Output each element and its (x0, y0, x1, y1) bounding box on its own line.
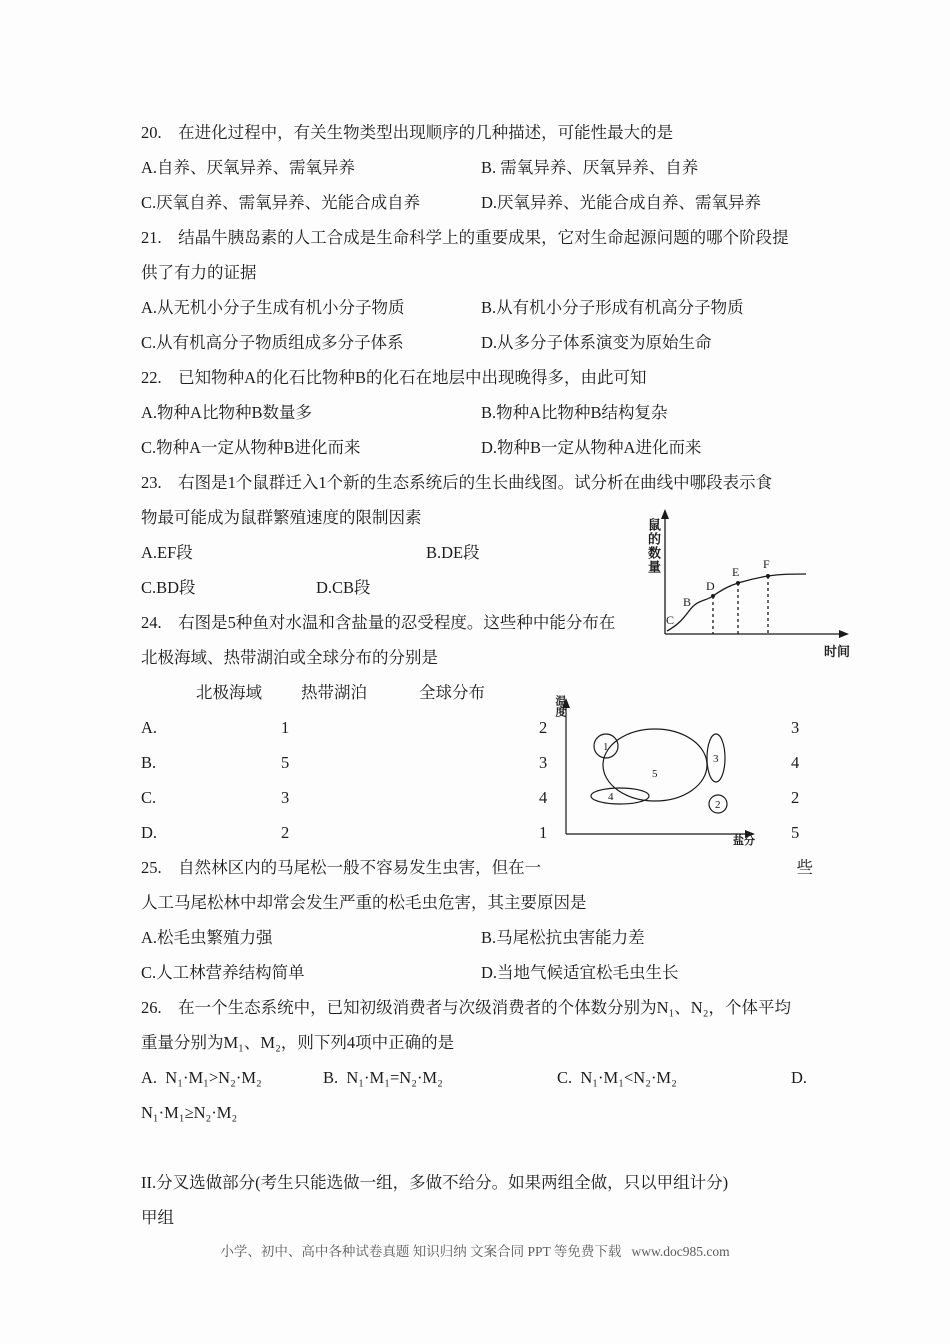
q25-options-ab (141, 920, 813, 955)
q20-option-b: B. 需氧异养、厌氧异养、自养 (481, 158, 699, 177)
q20-options-cd (141, 185, 813, 220)
spacer-line (141, 1130, 813, 1165)
q25-option-a: A.松毛虫繁殖力强 (141, 928, 273, 947)
q24-row-b-col3: 4 (791, 753, 800, 772)
species-5-region (603, 729, 707, 801)
q25-options-cd (141, 955, 813, 990)
q26-stem-line2: 重量分别为M₁、M₂，则下列4项中正确的是 (141, 1033, 455, 1052)
q22-option-a: A.物种A比物种B数量多 (141, 403, 312, 422)
point-label-e: E (732, 565, 740, 579)
q25-option-b: B.马尾松抗虫害能力差 (481, 928, 645, 947)
q21-options-cd (141, 325, 813, 360)
fish-x-axis-label: 盐分 (733, 835, 755, 847)
q24-row-b-col1: 5 (281, 753, 290, 772)
q20-stem: 20. 在进化过程中，有关生物类型出现顺序的几种描述，可能性最大的是 (141, 123, 674, 142)
q23-option-a: A.EF段 (141, 543, 193, 562)
q23-option-d: D.CB段 (316, 578, 371, 597)
q24-stem-line2: 北极海域、热带湖泊或全球分布的分别是 (141, 648, 438, 667)
q22-options-cd (141, 430, 813, 465)
q24-header-tropical: 热带湖泊 (301, 683, 367, 702)
q21-stem-line1: 21. 结晶牛胰岛素的人工合成是生命科学上的重要成果，它对生命起源问题的哪个阶段提 (141, 228, 789, 247)
q25-stem-line1 (141, 850, 813, 885)
species-3-label: 3 (713, 753, 719, 765)
q22-option-b: B.物种A比物种B结构复杂 (481, 403, 668, 422)
section-2-group-a: 甲组 (141, 1208, 174, 1227)
q25-option-c: C.人工林营养结构简单 (141, 963, 305, 982)
q21-option-c: C.从有机高分子物质组成多分子体系 (141, 333, 404, 352)
q23-stem-line2: 物最可能成为鼠群繁殖速度的限制因素 (141, 508, 422, 527)
q26-option-c: C. N₁·M₁<N₂·M₂ (557, 1068, 677, 1087)
q26-option-a: A. N₁·M₁>N₂·M₂ (141, 1068, 262, 1087)
q23-option-b: B.DE段 (426, 543, 480, 562)
q20-option-d: D.厌氧异养、光能合成自养、需氧异养 (481, 193, 762, 212)
q24-stem-line1: 24. 右图是5种鱼对水温和含盐量的忍受程度。这些种中能分布在 (141, 613, 616, 632)
point-d-dot (711, 594, 715, 598)
q24-row-d-col3: 5 (791, 823, 800, 842)
point-label-d: D (706, 579, 715, 593)
q23-option-c: C.BD段 (141, 578, 196, 597)
q24-row-b-letter: B. (141, 753, 157, 772)
point-f-dot (766, 574, 770, 578)
q21-option-b: B.从有机小分子形成有机高分子物质 (481, 298, 744, 317)
growth-curve-figure (640, 506, 852, 664)
q21-option-d: D.从多分子体系演变为原始生命 (481, 333, 712, 352)
q24-row-c-col1: 3 (281, 788, 290, 807)
q26-options (141, 1060, 813, 1095)
q24-row-b-col2: 3 (539, 753, 548, 772)
species-1-label: 1 (603, 741, 609, 753)
q24-header-arctic: 北极海域 (196, 683, 262, 702)
q25-option-d: D.当地气候适宜松毛虫生长 (481, 963, 679, 982)
species-5-label: 5 (652, 768, 658, 780)
q26-option-d-letter: D. (791, 1068, 808, 1087)
q25-stem-line1-left: 25. 自然林区内的马尾松一般不容易发生虫害，但在一 (141, 858, 542, 877)
q24-row-a-col1: 1 (281, 718, 290, 737)
q24-row-c-letter: C. (141, 788, 157, 807)
q24-row-c-col2: 4 (539, 788, 548, 807)
site-footer-watermark: 小学、初中、高中各种试卷真题 知识归纳 文案合同 PPT 等免费下载 www.doc985.com (220, 1244, 730, 1259)
growth-curve-svg (640, 506, 852, 664)
point-label-f: F (763, 557, 770, 571)
q22-option-c: C.物种A一定从物种B进化而来 (141, 438, 361, 457)
q26-option-b: B. N₁·M₁=N₂·M₂ (323, 1068, 443, 1087)
species-4-label: 4 (608, 791, 614, 803)
q21-option-a: A.从无机小分子生成有机小分子物质 (141, 298, 405, 317)
q25-stem-line2: 人工马尾松林中却常会发生严重的松毛虫危害，其主要原因是 (141, 893, 587, 912)
q24-row-d-col2: 1 (539, 823, 548, 842)
q22-option-d: D.物种B一定从物种A进化而来 (481, 438, 702, 457)
q22-stem: 22. 已知物种A的化石比物种B的化石在地层中出现晚得多，由此可知 (141, 368, 647, 387)
point-label-c: C (666, 613, 675, 627)
q24-header-global: 全球分布 (419, 683, 485, 702)
q21-stem-line2: 供了有力的证据 (141, 263, 257, 282)
q24-row-a-letter: A. (141, 718, 158, 737)
q24-row-d-letter: D. (141, 823, 158, 842)
fish-y-axis-label: 温度 (554, 695, 566, 717)
exam-content (141, 115, 813, 1235)
q26-stem-line1: 26. 在一个生态系统中，已知初级消费者与次级消费者的个体数分别为N₁、N₂，个体平均 (141, 998, 791, 1017)
q24-row-d-col1: 2 (281, 823, 290, 842)
q22-options-ab (141, 395, 813, 430)
fish-tolerance-svg (552, 693, 757, 848)
growth-x-axis-label: 时间 (823, 644, 850, 659)
q26-option-d-continuation: N₁·M₁≥N₂·M₂ (141, 1103, 238, 1122)
q24-row-a-col2: 2 (539, 718, 548, 737)
point-label-b: B (683, 595, 692, 609)
growth-y-axis-label: 鼠的数量 (646, 518, 661, 574)
species-4-region (591, 788, 649, 804)
species-2-label: 2 (715, 799, 721, 811)
section-2-title: II.分叉选做部分(考生只能选做一组，多做不给分。如果两组全做，只以甲组计分) (141, 1173, 729, 1192)
q24-row-a-col3: 3 (791, 718, 800, 737)
q20-options-ab (141, 150, 813, 185)
q24-row-c-col3: 2 (791, 788, 800, 807)
point-e-dot (736, 581, 740, 585)
q20-option-a: A.自养、厌氧异养、需氧异养 (141, 158, 356, 177)
q25-stem-line1-right: 些 (796, 858, 813, 877)
q23-stem-line1: 23. 右图是1个鼠群迁入1个新的生态系统后的生长曲线图。试分析在曲线中哪段表示食 (141, 473, 773, 492)
fish-tolerance-figure (552, 693, 757, 848)
x-axis-arrow-icon (839, 630, 849, 638)
q21-options-ab (141, 290, 813, 325)
q20-option-c: C.厌氧自养、需氧异养、光能合成自养 (141, 193, 421, 212)
